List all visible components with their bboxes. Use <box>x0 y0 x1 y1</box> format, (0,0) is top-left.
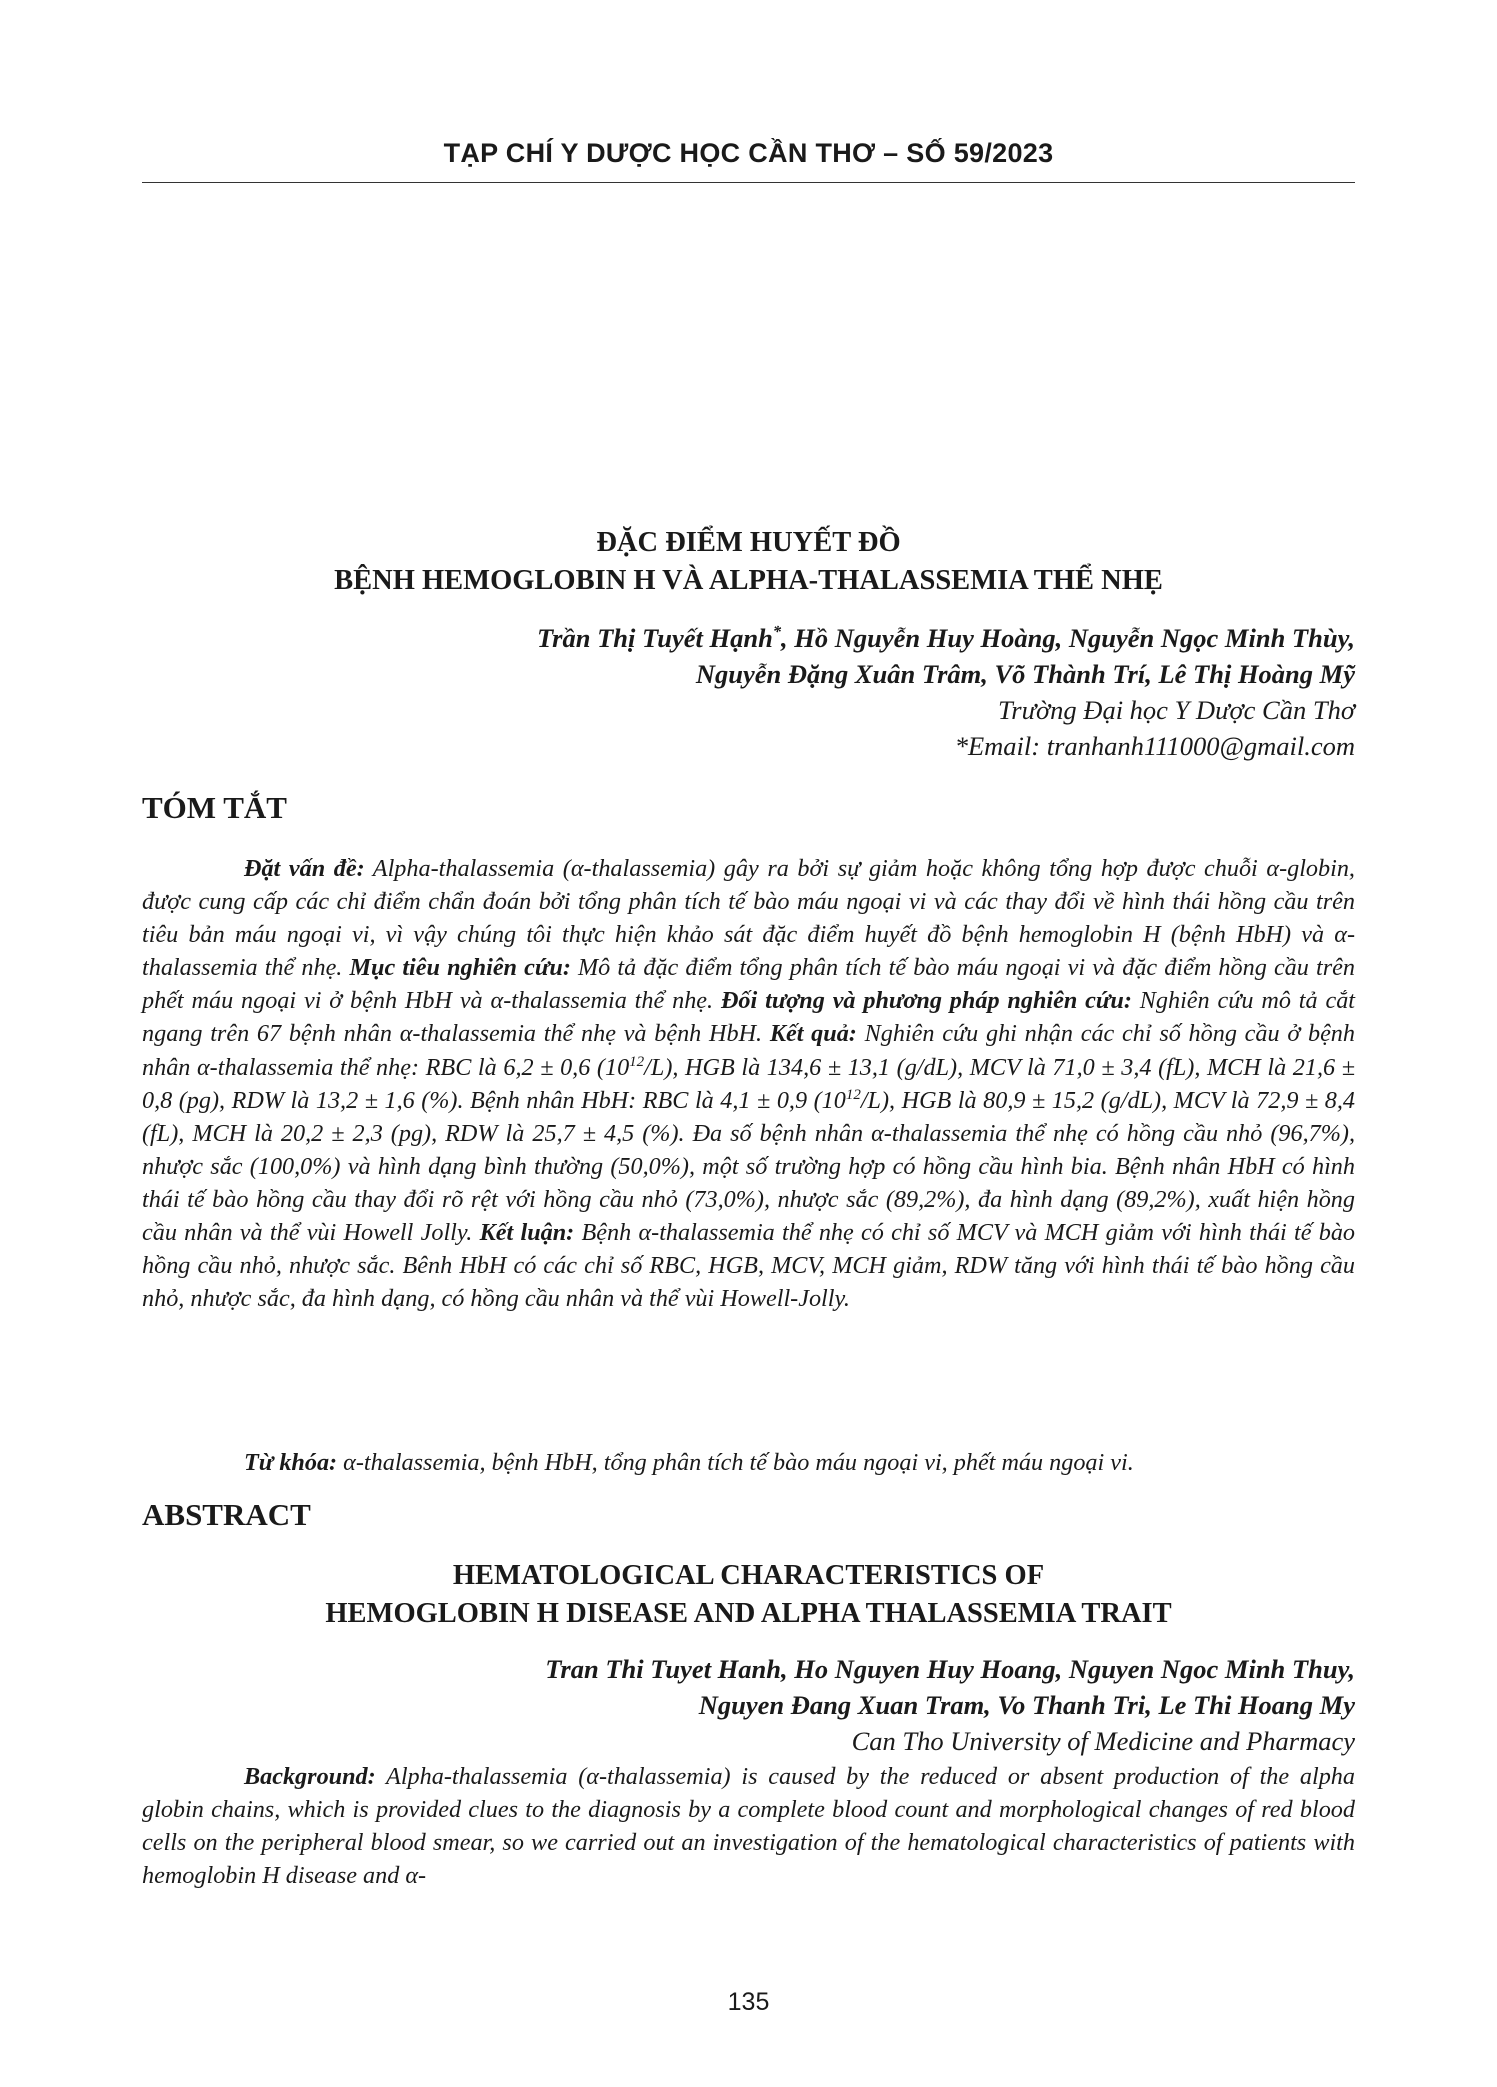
text-en-background: Alpha-thalassemia (α-thalassemia) is caused by the reduced or absent production of the alpha globin chains, which is provided clues to the diagnosis by a complete blood count and morphological changes of red blood cells on the peripheral blood smear, so we carried out an investigation of the hematological characteristics of patients with hemoglobin H disease and α- <box>142 1763 1355 1890</box>
en-title-line-2: HEMOGLOBIN H DISEASE AND ALPHA THALASSEMIA TRAIT <box>325 1598 1172 1629</box>
label-keywords: Từ khóa: <box>244 1449 338 1476</box>
vi-affiliation: Trường Đại học Y Dược Cần Thơ <box>998 695 1355 725</box>
vi-title-line-2: BỆNH HEMOGLOBIN H VÀ ALPHA-THALASSEMIA THỂ NHẸ <box>334 565 1163 596</box>
corresponding-star: * <box>772 622 782 642</box>
vi-author-block <box>142 620 1355 764</box>
en-author-block <box>142 1651 1355 1759</box>
en-affiliation: Can Tho University of Medicine and Pharmacy <box>851 1726 1355 1756</box>
vi-keywords <box>142 1446 1355 1479</box>
label-methods: Đối tượng và phương pháp nghiên cứu: <box>720 987 1132 1015</box>
en-background-paragraph <box>142 1760 1355 1892</box>
en-title <box>142 1557 1355 1633</box>
header-rule <box>142 182 1355 183</box>
sup-exponent-1: 12 <box>629 1053 645 1070</box>
en-authors-line-1: Tran Thi Tuyet Hanh, Ho Nguyen Huy Hoang, Nguyen Ngoc Minh Thuy, <box>545 1654 1355 1684</box>
label-results: Kết quả: <box>769 1020 857 1048</box>
summary-heading: TÓM TẮT <box>142 790 287 825</box>
label-background: Đặt vấn đề: <box>244 855 365 882</box>
en-title-line-1: HEMATOLOGICAL CHARACTERISTICS OF <box>452 1560 1045 1591</box>
text-results-1: Nghiên cứu ghi nhận các chỉ số hồng cầu ở bệnh nhân α-thalassemia thể nhẹ: RBC là 6,2 ± 0,6 (10 <box>142 1020 1355 1081</box>
vi-authors-line-1 <box>142 620 1355 656</box>
vi-email: *Email: tranhanh111000@gmail.com <box>954 731 1355 761</box>
text-keywords: α-thalassemia, bệnh HbH, tổng phân tích tế bào máu ngoại vi, phết máu ngoại vi. <box>337 1449 1134 1476</box>
en-authors-line-2: Nguyen Đang Xuan Tram, Vo Thanh Tri, Le Thi Hoang My <box>698 1690 1355 1720</box>
sup-exponent-2: 12 <box>845 1086 861 1103</box>
vi-title-line-1: ĐẶC ĐIỂM HUYẾT ĐỒ <box>596 527 901 558</box>
label-conclusion: Kết luận: <box>479 1219 575 1247</box>
label-objective: Mục tiêu nghiên cứu: <box>349 954 571 982</box>
label-en-background: Background: <box>244 1763 376 1790</box>
vi-authors-line-2: Nguyễn Đặng Xuân Trâm, Võ Thành Trí, Lê Thị Hoàng Mỹ <box>695 659 1355 689</box>
page-number: 135 <box>727 1988 770 2016</box>
text-methods: Nghiên cứu mô tả cắt ngang trên 67 bệnh nhân α-thalassemia thể nhẹ và bệnh HbH. <box>142 987 1356 1048</box>
abstract-heading: ABSTRACT <box>142 1497 311 1532</box>
vi-title <box>142 524 1355 600</box>
text-objective: Mô tả đặc điểm tổng phân tích tế bào máu ngoại vi và đặc điểm hồng cầu trên phết máu ngoại vi ở bệnh HbH và α-thalassemia thể nhẹ. <box>142 954 1355 1015</box>
text-background: Alpha-thalassemia (α-thalassemia) gây ra bởi sự giảm hoặc không tổng hợp được chuỗi α-globin, được cung cấp các chỉ điểm chẩn đoán bởi tổng phân tích tế bào máu ngoại vi và các thay đổi về hình thái hồng cầu trên tiêu bản máu ngoại vi, vì vậy chúng tôi thực hiện khảo sát đặc điểm huyết đồ bệnh hemoglobin H (bệnh HbH) và α-thalassemia thể nhẹ. <box>142 855 1355 982</box>
text-conclusion: Bệnh α-thalassemia thể nhẹ có chỉ số MCV và MCH giảm với hình thái tế bào hồng cầu nhỏ, nhược sắc. Bênh HbH có các chỉ số RBC, HGB, MCV, MCH giảm, RDW tăng với hình thái tế bào hồng cầu nhỏ, nhược sắc, đa hình dạng, có hồng cầu nhân và thể vùi Howell-Jolly. <box>142 1219 1356 1313</box>
vi-corresponding-author: Trần Thị Tuyết Hạnh <box>536 623 773 653</box>
vi-coauthors-1: , Hồ Nguyễn Huy Hoàng, Nguyễn Ngọc Minh Thùy, <box>781 623 1355 653</box>
journal-header: TẠP CHÍ Y DƯỢC HỌC CẦN THƠ – SỐ 59/2023 <box>443 138 1054 168</box>
vi-summary-paragraph <box>142 852 1355 1315</box>
text-results-3: /L), HGB là 80,9 ± 15,2 (g/dL), MCV là 72,9 ± 8,4 (fL), MCH là 20,2 ± 2,3 (pg), RDW là 25,7 ± 4,5 (%). Đa số bệnh nhân α-thalassemia thể nhẹ có hồng cầu nhỏ (96,7%), nhược sắc (100,0%) và hình dạng bình thường (50,0%), một số trường hợp có hồng cầu hình bia. Bệnh nhân HbH có hình thái tế bào hồng cầu thay đổi rõ rệt với hồng cầu nhỏ (73,0%), nhược sắc (89,2%), đa hình dạng (89,2%), xuất hiện hồng cầu nhân và thể vùi Howell Jolly. <box>142 1086 1355 1247</box>
text-results-2: /L), HGB là 134,6 ± 13,1 (g/dL), MCV là 71,0 ± 3,4 (fL), MCH là 21,6 ± 0,8 (pg), RDW là 13,2 ± 1,6 (%). Bệnh nhân HbH: RBC là 4,1 ± 0,9 (10 <box>142 1053 1355 1114</box>
